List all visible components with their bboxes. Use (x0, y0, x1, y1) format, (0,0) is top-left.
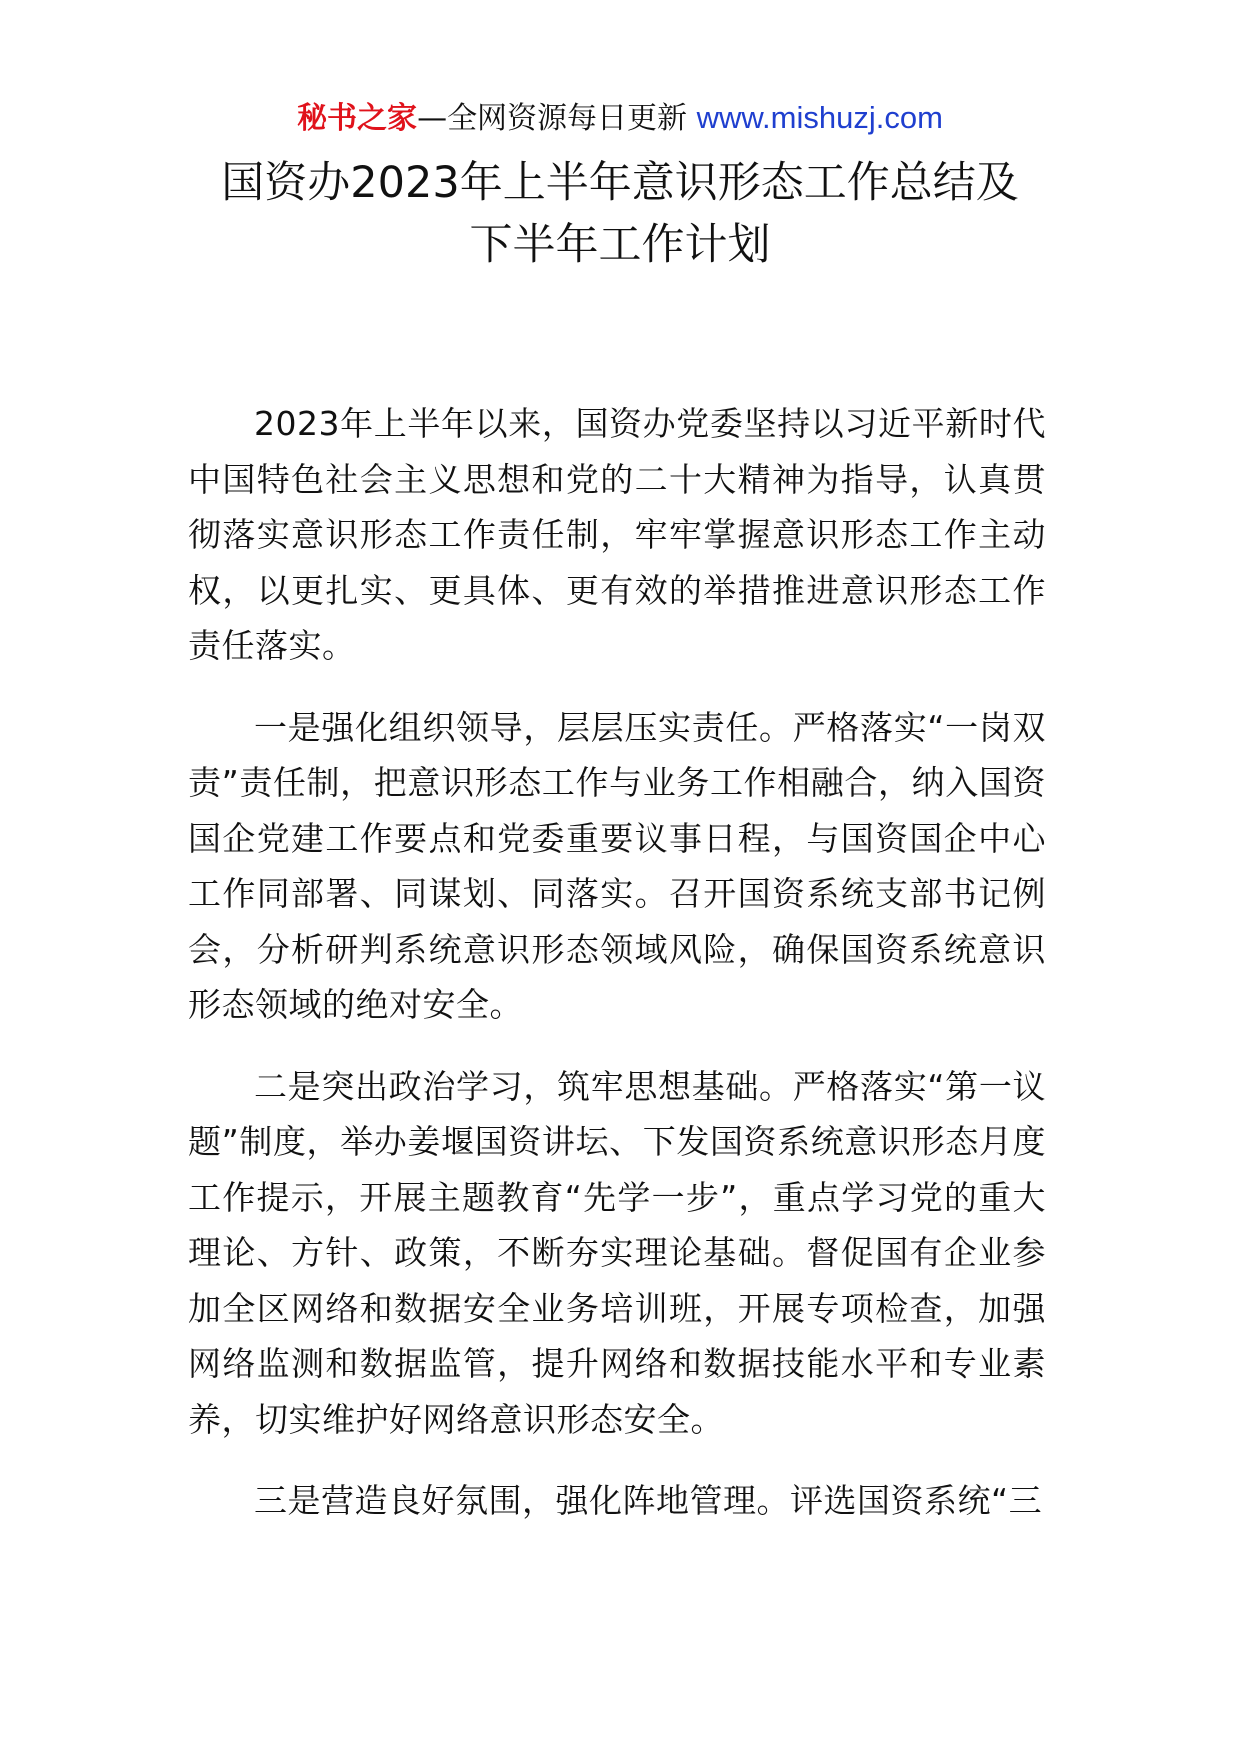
paragraph-intro: 2023年上半年以来，国资办党委坚持以习近平新时代中国特色社会主义思想和党的二十大精神为指导，认真贯彻落实意识形态工作责任制，牢牢掌握意识形态工作主动权，以更扎实、更具体、更有效的举措推进意识形态工作责任落实。 (188, 404, 1046, 665)
header-tagline: —全网资源每日更新 (417, 101, 688, 136)
watermark-header (0, 98, 1240, 139)
brand-name: 秘书之家 (297, 101, 418, 136)
title-line-1: 国资办2023年上半年意识形态工作总结及 (221, 158, 1019, 208)
paragraph-2: 二是突出政治学习，筑牢思想基础。严格落实“第一议题”制度，举办姜堰国资讲坛、下发国资系统意识形态月度工作提示，开展主题教育“先学一步”，重点学习党的重大理论、方针、政策，不断夯实理论基础。督促国有企业参加全区网络和数据安全业务培训班，开展专项检查，加强网络监测和数据监管，提升网络和数据技能水平和专业素养，切实维护好网络意识形态安全。 (188, 1066, 1046, 1439)
document-title (170, 152, 1070, 276)
paragraph-1: 一是强化组织领导，层层压实责任。严格落实“一岗双责”责任制，把意识形态工作与业务工作相融合，纳入国资国企党建工作要点和党委重要议事日程，与国资国企中心工作同部署、同谋划、同落实。召开国资系统支部书记例会，分析研判系统意识形态领域风险，确保国资系统意识形态领域的绝对安全。 (188, 707, 1046, 1024)
document-body (188, 396, 1046, 1555)
site-url-link[interactable]: www.mishuzj.com (696, 100, 943, 135)
title-line-2: 下半年工作计划 (469, 220, 771, 270)
paragraph-3: 三是营造良好氛围，强化阵地管理。评选国资系统“三 (254, 1481, 1043, 1520)
